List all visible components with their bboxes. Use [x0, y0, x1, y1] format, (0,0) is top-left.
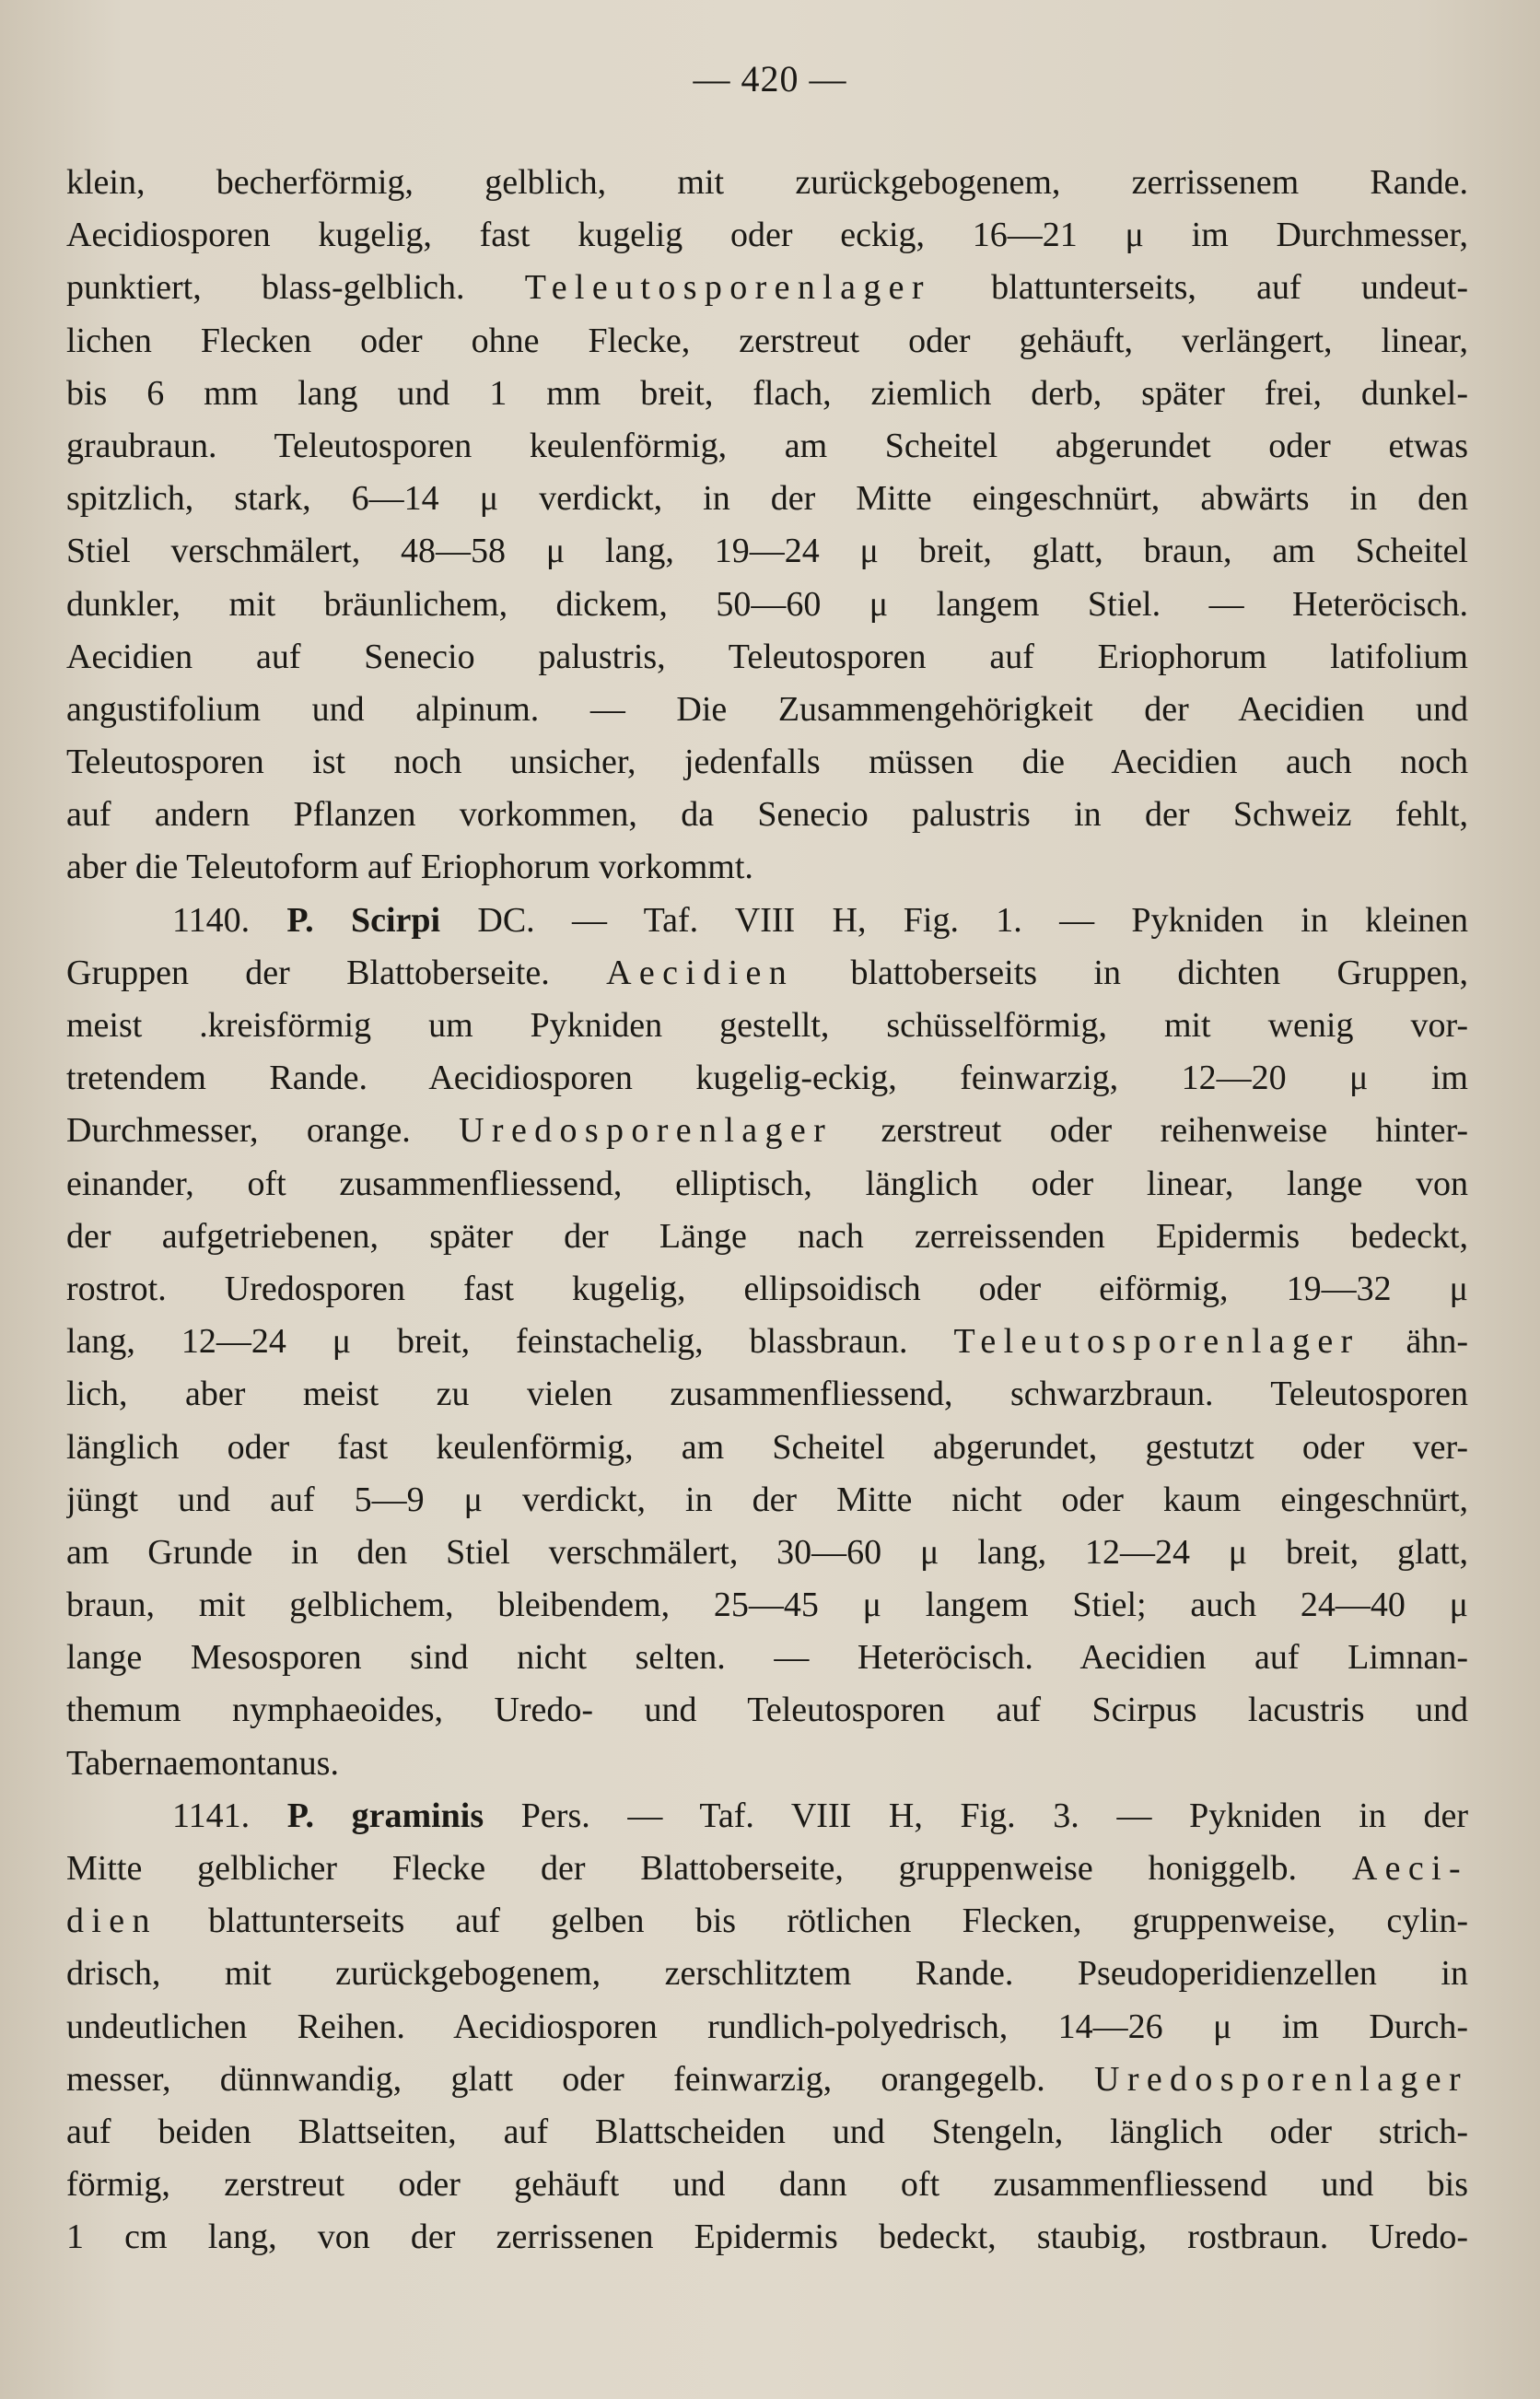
text-line: punktiert, blass-gelblich. Teleutosporenlager blattunterseits, auf undeut-	[66, 268, 1468, 308]
term-uredosporenlager: Uredosporenlager	[459, 1111, 834, 1151]
text-line: drisch, mit zurückgebogenem, zerschlitztem Rande. Pseudoperidienzellen in	[66, 1954, 1468, 1994]
text-line: dunkler, mit bräunlichem, dickem, 50—60 μ langem Stiel. — Heteröcisch.	[66, 584, 1468, 624]
text-line: spitzlich, stark, 6—14 μ verdickt, in der Mitte eingeschnürt, abwärts in den	[66, 479, 1468, 519]
body-text	[66, 157, 1468, 2264]
text-line-entry-1141: 1141. P. graminis Pers. — Taf. VIII H, Fig. 3. — Pykniden in der	[172, 1796, 1468, 1835]
text-line: 1 cm lang, von der zerrissenen Epidermis bedeckt, staubig, rostbraun. Uredo-	[66, 2218, 1468, 2257]
text-line-entry-1140: 1140. P. Scirpi DC. — Taf. VIII H, Fig. 1. — Pykniden in kleinen	[172, 900, 1468, 940]
text-line: lang, 12—24 μ breit, feinstachelig, blassbraun. Teleutosporenlager ähn-	[66, 1322, 1468, 1362]
text-line: Durchmesser, orange. Uredosporenlager zerstreut oder reihenweise hinter-	[66, 1111, 1468, 1151]
text-line: auf beiden Blattseiten, auf Blattscheiden und Stengeln, länglich oder strich-	[66, 2112, 1468, 2151]
term-teleutosporenlager: Teleutosporenlager	[524, 268, 931, 308]
term-aecidien: Aeci-	[1351, 1849, 1468, 1888]
text-line: jüngt und auf 5—9 μ verdickt, in der Mitte nicht oder kaum eingeschnürt,	[66, 1480, 1468, 1519]
text-line: auf andern Pflanzen vorkommen, da Senecio palustris in der Schweiz fehlt,	[66, 795, 1468, 835]
text-line: einander, oft zusammenfliessend, elliptisch, länglich oder linear, lange von	[66, 1164, 1468, 1203]
species-name-p-graminis: P. graminis	[286, 1796, 484, 1835]
text-line: rostrot. Uredosporen fast kugelig, ellipsoidisch oder eiförmig, 19—32 μ	[66, 1269, 1468, 1308]
text-line: braun, mit gelblichem, bleibendem, 25—45 μ langem Stiel; auch 24—40 μ	[66, 1586, 1468, 1625]
term-aecidien: Aecidien	[606, 953, 795, 992]
text-line: am Grunde in den Stiel verschmälert, 30—60 μ lang, 12—24 μ breit, glatt,	[66, 1532, 1468, 1572]
text-line: lichen Flecken oder ohne Flecke, zerstreut oder gehäuft, verlängert, linear,	[66, 321, 1468, 360]
text-line: dien blattunterseits auf gelben bis rötlichen Flecken, gruppenweise, cylin-	[66, 1902, 1468, 1941]
text-line: der aufgetriebenen, später der Länge nach zerreissenden Epidermis bedeckt,	[66, 1216, 1468, 1256]
text-line: undeutlichen Reihen. Aecidiosporen rundlich-polyedrisch, 14—26 μ im Durch-	[66, 2007, 1468, 2046]
term-aecidien: dien	[66, 1902, 158, 1941]
text-line: Gruppen der Blattoberseite. Aecidien blattoberseits in dichten Gruppen,	[66, 953, 1468, 992]
text-line: lich, aber meist zu vielen zusammenfliessend, schwarzbraun. Teleutosporen	[66, 1375, 1468, 1414]
text-line: aber die Teleutoform auf Eriophorum vorkommt.	[66, 848, 753, 887]
text-line: Mitte gelblicher Flecke der Blattoberseite, gruppenweise honiggelb. Aeci-	[66, 1849, 1468, 1888]
text-line: Aecidiosporen kugelig, fast kugelig oder eckig, 16—21 μ im Durchmesser,	[66, 216, 1468, 255]
page-number: — 420 —	[693, 58, 847, 99]
text-line: klein, becherförmig, gelblich, mit zurückgebogenem, zerrissenem Rande.	[66, 163, 1468, 202]
text-line: angustifolium und alpinum. — Die Zusammengehörigkeit der Aecidien und	[66, 689, 1468, 729]
text-line: messer, dünnwandig, glatt oder feinwarzig, orangegelb. Uredosporenlager	[66, 2059, 1468, 2099]
text-line: Stiel verschmälert, 48—58 μ lang, 19—24 μ breit, glatt, braun, am Scheitel	[66, 532, 1468, 571]
text-line: Aecidien auf Senecio palustris, Teleutosporen auf Eriophorum latifolium	[66, 637, 1468, 676]
text-line: Tabernaemontanus.	[66, 1743, 339, 1783]
term-teleutosporenlager: Teleutosporenlager	[953, 1322, 1360, 1362]
text-line: Teleutosporen ist noch unsicher, jedenfalls müssen die Aecidien auch noch	[66, 743, 1468, 782]
text-line: themum nymphaeoides, Uredo- und Teleutosporen auf Scirpus lacustris und	[66, 1691, 1468, 1730]
text-line: länglich oder fast keulenförmig, am Scheitel abgerundet, gestutzt oder ver-	[66, 1427, 1468, 1467]
text-line: graubraun. Teleutosporen keulenförmig, am Scheitel abgerundet oder etwas	[66, 426, 1468, 465]
text-line: tretendem Rande. Aecidiosporen kugelig-eckig, feinwarzig, 12—20 μ im	[66, 1059, 1468, 1098]
term-uredosporenlager: Uredosporenlager	[1094, 2059, 1468, 2099]
text-line: bis 6 mm lang und 1 mm breit, flach, ziemlich derb, später frei, dunkel-	[66, 373, 1468, 413]
species-name-p-scirpi: P. Scirpi	[286, 900, 441, 940]
text-line: lange Mesosporen sind nicht selten. — Heteröcisch. Aecidien auf Limnan-	[66, 1638, 1468, 1678]
text-line: förmig, zerstreut oder gehäuft und dann oft zusammenfliessend und bis	[66, 2165, 1468, 2205]
text-line: meist .kreisförmig um Pykniden gestellt, schüsselförmig, mit wenig vor-	[66, 1006, 1468, 1045]
